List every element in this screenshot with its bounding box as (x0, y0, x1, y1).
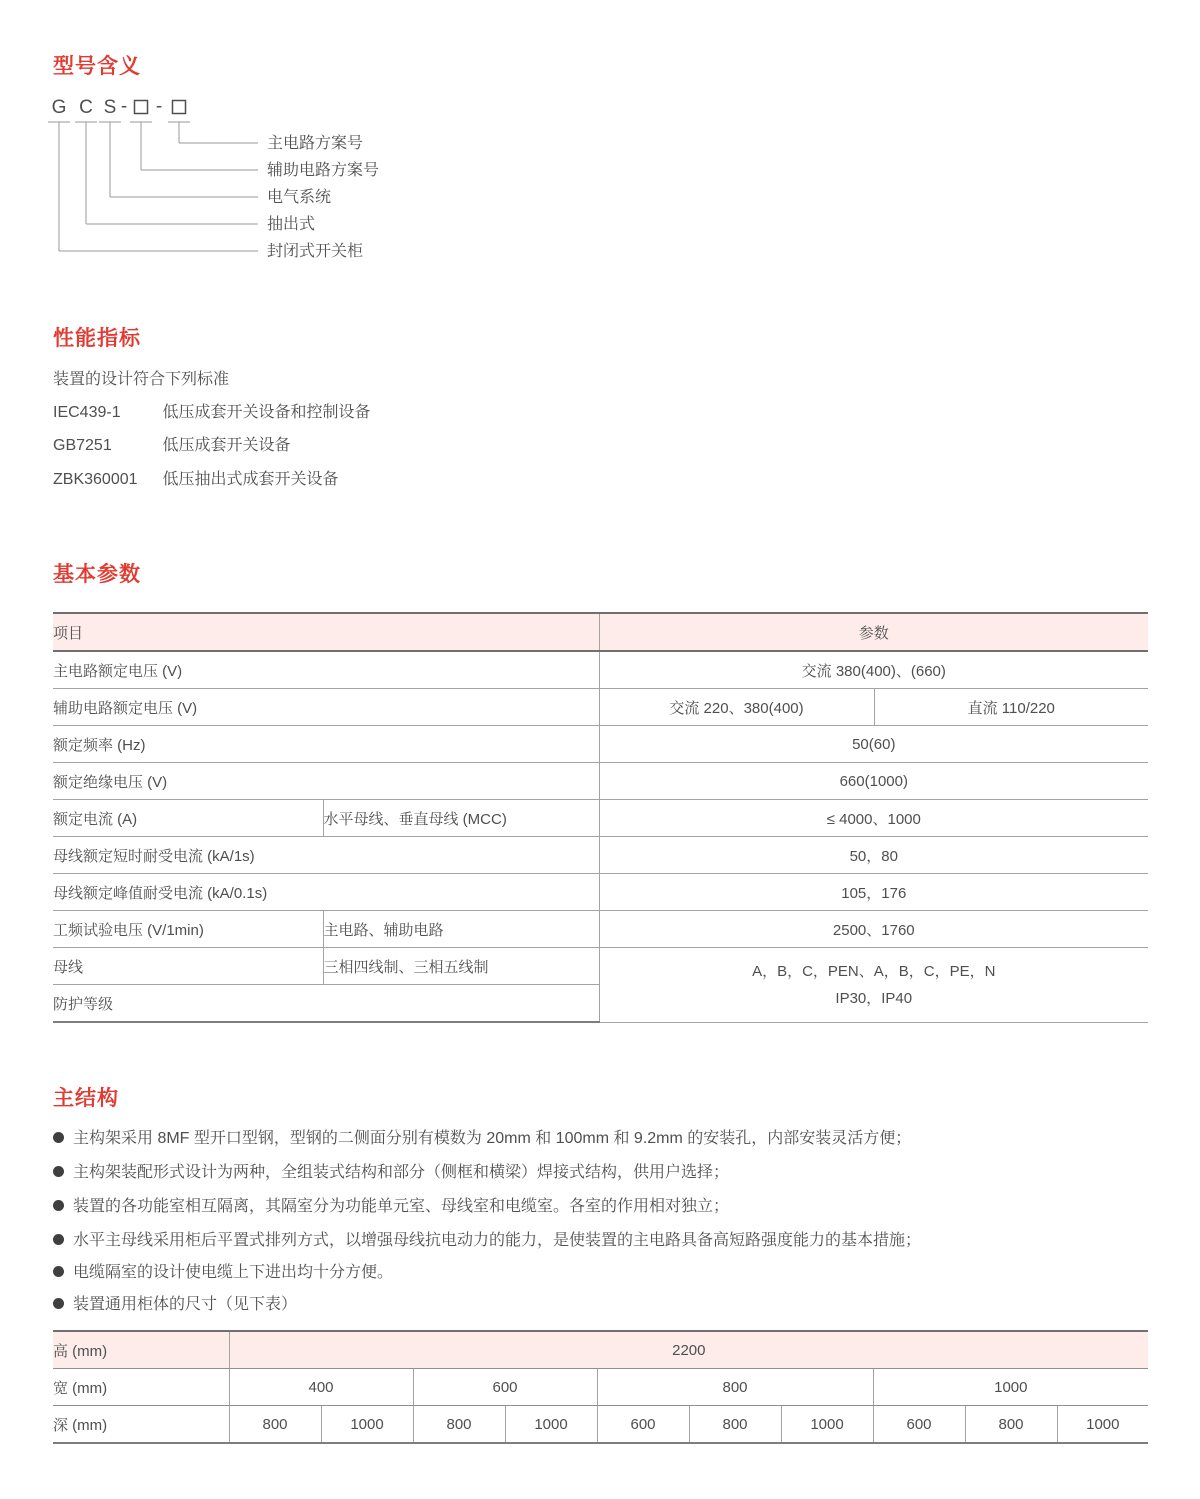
standard-desc: 低压成套开关设备和控制设备 (162, 404, 371, 421)
model-dash-1: - (120, 96, 128, 117)
protection-degree-value: IP30，IP40 (835, 989, 913, 1007)
param-value-cell: 105，176 (599, 874, 1148, 911)
height-value-cell: 2200 (229, 1331, 1148, 1369)
param-value-ac-cell: 交流 220、380(400) (599, 689, 874, 726)
model-label-enclosed: 封闭式开关柜 (267, 243, 364, 260)
param-value-cell: ≤ 4000、1000 (599, 800, 1148, 837)
dimensions-table (53, 1330, 1148, 1444)
standard-desc: 低压成套开关设备 (162, 437, 291, 454)
depth-value-cell: 1000 (781, 1406, 873, 1444)
header-param-cell: 参数 (599, 613, 1148, 651)
param-value-cell: 交流 380(400)、(660) (599, 651, 1148, 689)
depth-value-cell: 800 (229, 1406, 321, 1444)
busbar-phases-value: A，B，C，PEN、A，B，C，PE，N (752, 962, 996, 980)
depth-value-cell: 800 (413, 1406, 505, 1444)
param-value-cell: 50(60) (599, 726, 1148, 763)
depth-value-cell: 1000 (1057, 1406, 1148, 1444)
bullet-text: 水平主母线采用柜后平置式排列方式，以增强母线抗电动力的能力，是使装置的主电路具备高短路强度能力的基本措施； (73, 1232, 922, 1249)
depth-value-cell: 800 (689, 1406, 781, 1444)
bullet-icon (53, 1266, 64, 1277)
param-value-dc-cell: 直流 110/220 (874, 689, 1148, 726)
depth-row (53, 1406, 1148, 1444)
model-letter-s: S (103, 97, 117, 118)
table-row (53, 651, 1148, 689)
depth-value-cell: 600 (597, 1406, 689, 1444)
section-title-performance: 性能指标 (53, 327, 141, 350)
param-value-cell: 2500、1760 (599, 911, 1148, 948)
param-merged-value-cell (599, 948, 1148, 1023)
width-row (53, 1369, 1148, 1406)
model-label-electric-sys: 电气系统 (267, 189, 332, 206)
table-row (53, 874, 1148, 911)
param-sublabel-cell: 水平母线、垂直母线 (MCC) (323, 800, 599, 837)
standard-row (53, 432, 290, 455)
standard-code: IEC439-1 (53, 404, 121, 421)
table-row (53, 726, 1148, 763)
structure-bullet (53, 1259, 393, 1282)
basic-params-table (53, 612, 1148, 1023)
bullet-text: 装置通用柜体的尺寸（见下表） (73, 1296, 298, 1313)
model-dash-2: - (155, 96, 163, 117)
structure-bullet (53, 1291, 297, 1314)
model-label-withdrawable: 抽出式 (267, 216, 316, 233)
model-box-2 (173, 101, 186, 114)
bullet-text: 主构架采用 8MF 型开口型钢，型钢的二侧面分别有模数为 20mm 和 100mm 和 9.2mm 的安装孔，内部安装灵活方便； (73, 1130, 912, 1147)
bullet-icon (53, 1166, 64, 1177)
bullet-icon (53, 1200, 64, 1211)
header-item-cell: 项目 (53, 613, 599, 651)
depth-value-cell: 1000 (505, 1406, 597, 1444)
param-value-cell: 50，80 (599, 837, 1148, 874)
standard-code: GB7251 (53, 437, 112, 454)
depth-value-cell: 600 (873, 1406, 965, 1444)
param-label-cell: 额定绝缘电压 (V) (53, 763, 599, 800)
bullet-icon (53, 1234, 64, 1245)
section-title-basic-params: 基本参数 (53, 563, 141, 586)
table-row (53, 689, 1148, 726)
param-label-cell: 母线额定峰值耐受电流 (kA/0.1s) (53, 874, 599, 911)
model-box-1 (135, 101, 148, 114)
depth-value-cell: 800 (965, 1406, 1057, 1444)
depth-value-cell: 1000 (321, 1406, 413, 1444)
model-code-diagram (47, 95, 567, 275)
model-label-main-circuit: 主电路方案号 (267, 135, 364, 152)
param-label-cell: 主电路额定电压 (V) (53, 651, 599, 689)
width-value-cell: 1000 (873, 1369, 1148, 1406)
param-label-cell: 防护等级 (53, 985, 599, 1023)
model-letter-g: G (51, 97, 67, 118)
height-row (53, 1331, 1148, 1369)
param-label-cell: 额定电流 (A) (53, 800, 323, 837)
table-row (53, 800, 1148, 837)
table-header-row (53, 613, 1148, 651)
param-sublabel-cell: 三相四线制、三相五线制 (323, 948, 599, 985)
param-label-cell: 母线额定短时耐受电流 (kA/1s) (53, 837, 599, 874)
param-label-cell: 工频试验电压 (V/1min) (53, 911, 323, 948)
standard-desc: 低压抽出式成套开关设备 (162, 471, 339, 488)
param-sublabel-cell: 主电路、辅助电路 (323, 911, 599, 948)
bullet-text: 主构架装配形式设计为两种，全组装式结构和部分（侧框和横梁）焊接式结构，供用户选择； (73, 1164, 730, 1181)
width-value-cell: 800 (597, 1369, 873, 1406)
width-value-cell: 600 (413, 1369, 597, 1406)
depth-label-cell: 深 (mm) (53, 1406, 229, 1444)
bullet-icon (53, 1298, 64, 1309)
structure-bullet (53, 1193, 729, 1216)
table-row (53, 837, 1148, 874)
model-label-aux-circuit: 辅助电路方案号 (267, 162, 380, 179)
width-value-cell: 400 (229, 1369, 413, 1406)
param-label-cell: 辅助电路额定电压 (V) (53, 689, 599, 726)
height-label-cell: 高 (mm) (53, 1331, 229, 1369)
table-row (53, 911, 1148, 948)
standard-row (53, 466, 338, 489)
table-row (53, 763, 1148, 800)
param-label-cell: 额定频率 (Hz) (53, 726, 599, 763)
section-title-model-meaning: 型号含义 (53, 55, 141, 78)
standard-code: ZBK360001 (53, 471, 138, 488)
section-title-main-structure: 主结构 (53, 1087, 119, 1110)
bullet-icon (53, 1132, 64, 1143)
structure-bullet (53, 1125, 911, 1148)
param-value-cell: 660(1000) (599, 763, 1148, 800)
structure-bullet (53, 1227, 921, 1250)
param-label-cell: 母线 (53, 948, 323, 985)
standard-row (53, 399, 370, 422)
bullet-text: 装置的各功能室相互隔离，其隔室分为功能单元室、母线室和电缆室。各室的作用相对独立； (73, 1198, 730, 1215)
table-row (53, 948, 1148, 985)
performance-intro: 装置的设计符合下列标准 (53, 371, 230, 388)
model-letter-c: C (79, 97, 93, 118)
structure-bullet (53, 1159, 729, 1182)
bullet-text: 电缆隔室的设计使电缆上下进出均十分方便。 (73, 1264, 394, 1281)
width-label-cell: 宽 (mm) (53, 1369, 229, 1406)
